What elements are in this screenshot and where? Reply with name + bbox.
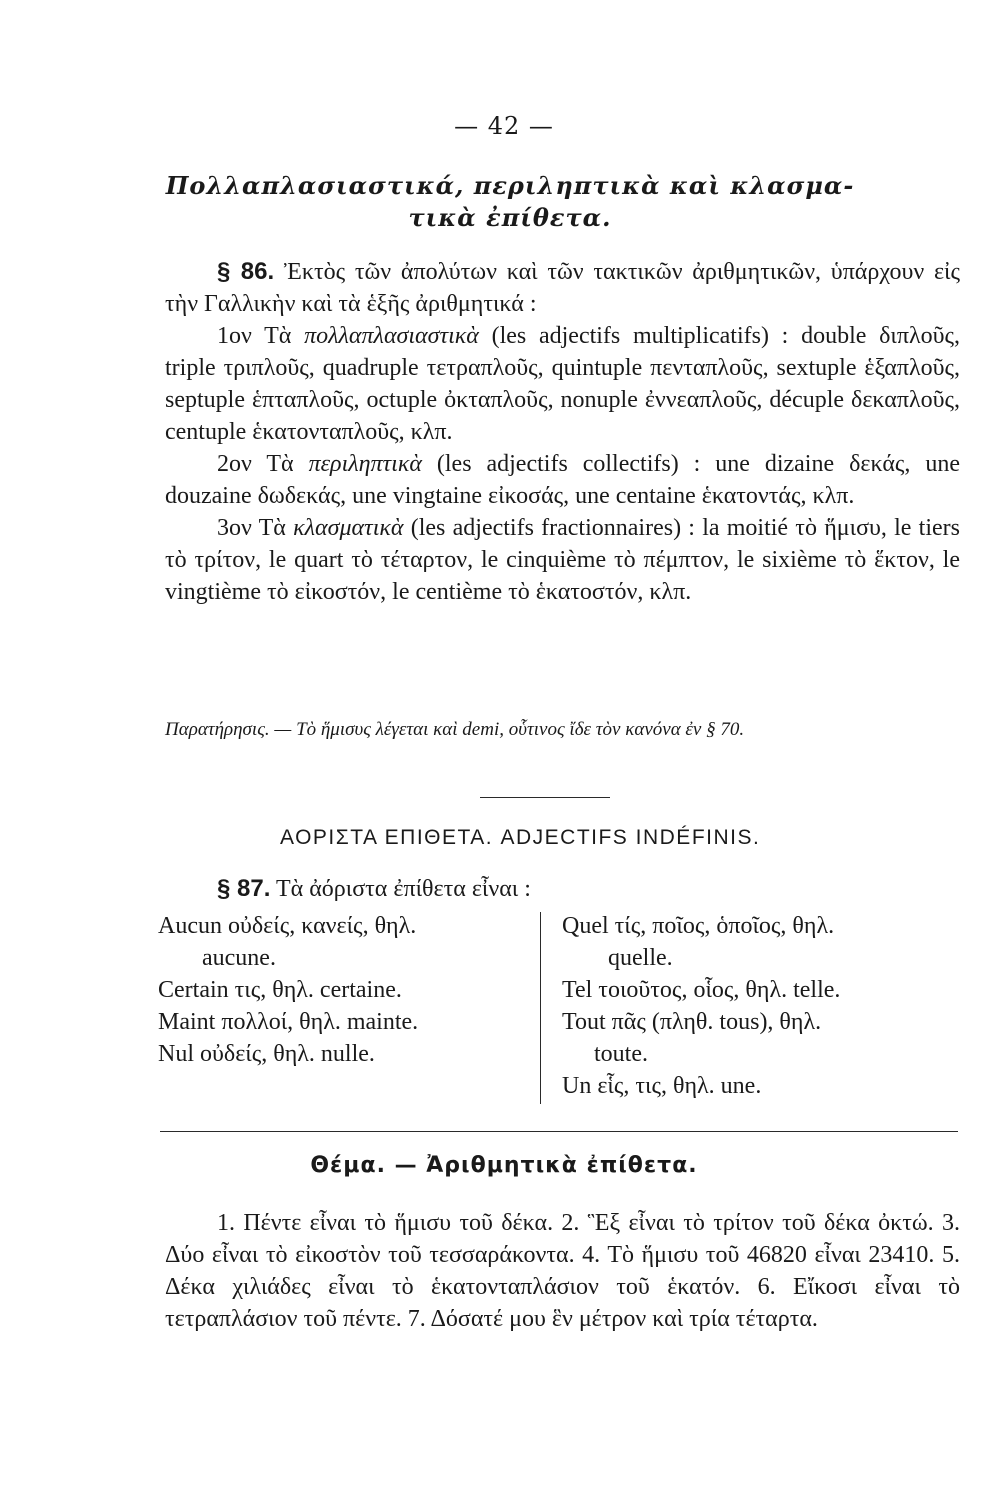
list-item: Un εἷς, τις, θηλ. une. [562,1073,762,1099]
list-item: Certain τις, θηλ. certaine. [158,977,402,1003]
item-1-text: (les adjectifs multiplicatifs) : double διπλοῦς, triple τριπλοῦς, quadruple τετραπλοῦς, quintuple πενταπλοῦς, sextuple ἑξαπλοῦς, septuple ἑπταπλοῦς, octuple ὀκταπλοῦς, nonuple ἐννεαπλοῦς, décuple δεκαπλοῦς, centuple ἑκατονταπλοῦς, κλπ. [165,323,961,445]
exercise-divider [160,1131,958,1132]
section-heading [160,170,860,234]
remark-label: Παρατήρησις. — [165,719,292,740]
list-item: Quel τίς, ποῖος, ὁποῖος, θηλ. [562,913,835,939]
section-mark-87: § 87. [217,875,271,902]
section-heading-line-2: τικὰ ἐπίθετα. [408,203,612,232]
section-mark-86: § 86. [217,258,275,285]
list-item: aucune. [202,945,276,971]
item-2-number: 2ον Τὰ [217,451,294,477]
list-item: quelle. [608,945,673,971]
item-collective [165,448,960,512]
column-divider [540,912,541,1104]
paragraph-86-intro-text: Ἐκτὸς τῶν ἀπολύτων καὶ τῶν τακτικῶν ἀριθμητικῶν, ὑπάρχουν εἰς τὴν Γαλλικὴν καὶ τὰ ἑξῆς ἀριθμητικά : [165,259,961,317]
list-item: Aucun οὐδείς, κανείς, θηλ. [158,913,417,939]
exercise-title: Θέμα. — Ἀριθμητικὰ ἐπίθετα. [310,1153,698,1178]
item-multiplicative [165,320,960,448]
paragraph-87-intro [165,873,960,905]
item-fractional [165,512,960,608]
section-heading-line-1: Πολλαπλασιαστικά, περιληπτικὰ καὶ κλασμα- [165,171,855,200]
list-item: Tel τοιοῦτος, οἷος, θηλ. telle. [562,977,841,1003]
item-2-text: (les adjectifs collectifs) : une dizaine δεκάς, une douzaine δωδεκάς, une vingtaine εἰκοσάς, une centaine ἑκατοντάς, κλπ. [165,451,961,509]
page-number: — 42 — [454,112,554,140]
remark-note [165,716,960,744]
paragraph-86-intro [165,256,960,320]
paragraph-86 [165,256,960,608]
list-item: Nul οὐδείς, θηλ. nulle. [158,1041,375,1067]
right-adjective-list [562,910,840,1102]
section-divider [480,797,610,798]
left-adjective-list [158,910,418,1070]
item-2-term: περιληπτικὰ [308,451,422,477]
indefinite-adjectives-heading: ΑΟΡΙΣΤΑ ΕΠΙΘΕΤΑ. ADJECTIFS INDÉFINIS. [280,826,761,849]
paragraph-87 [165,873,960,905]
item-3-term: κλασματικὰ [293,515,404,541]
item-1-number: 1ον Τὰ [217,323,292,349]
list-item: Tout πᾶς (πληθ. tous), θηλ. [562,1009,822,1035]
list-item: toute. [594,1041,648,1067]
item-3-number: 3ον Τὰ [217,515,286,541]
list-item: Maint πολλοί, θηλ. mainte. [158,1009,419,1035]
exercise-text [165,1207,960,1335]
remark-text: Τὸ ἥμισυς λέγεται καὶ demi, οὗτινος ἴδε τὸν κανόνα ἐν § 70. [296,719,745,740]
item-3-text: (les adjectifs fractionnaires) : la moitié τὸ ἥμισυ, le tiers τὸ τρίτον, le quart τὸ τέταρτον, le cinquième τὸ πέμπτον, le sixième τὸ ἕκτον, le vingtième τὸ εἰκοστόν, le centième τὸ ἑκατοστόν, κλπ. [165,515,960,605]
paragraph-87-text: Τὰ ἀόριστα ἐπίθετα εἶναι : [275,876,531,902]
exercise-sentences: 1. Πέντε εἶναι τὸ ἥμισυ τοῦ δέκα. 2. Ἓξ εἶναι τὸ τρίτον τοῦ δέκα ὀκτώ. 3. Δύο εἶναι τὸ εἰκοστὸν τοῦ τεσσαράκοντα. 4. Τὸ ἥμισυ τοῦ 46820 εἶναι 23410. 5. Δέκα χιλιάδες εἶναι τὸ ἑκατονταπλάσιον τοῦ ἑκατόν. 6. Εἴκοσι εἶναι τὸ τετραπλάσιον τοῦ πέντε. 7. Δόσατέ μου ἓν μέτρον καὶ τρία τέταρτα. [165,1210,960,1332]
item-1-term: πολλαπλασιαστικὰ [304,323,479,349]
